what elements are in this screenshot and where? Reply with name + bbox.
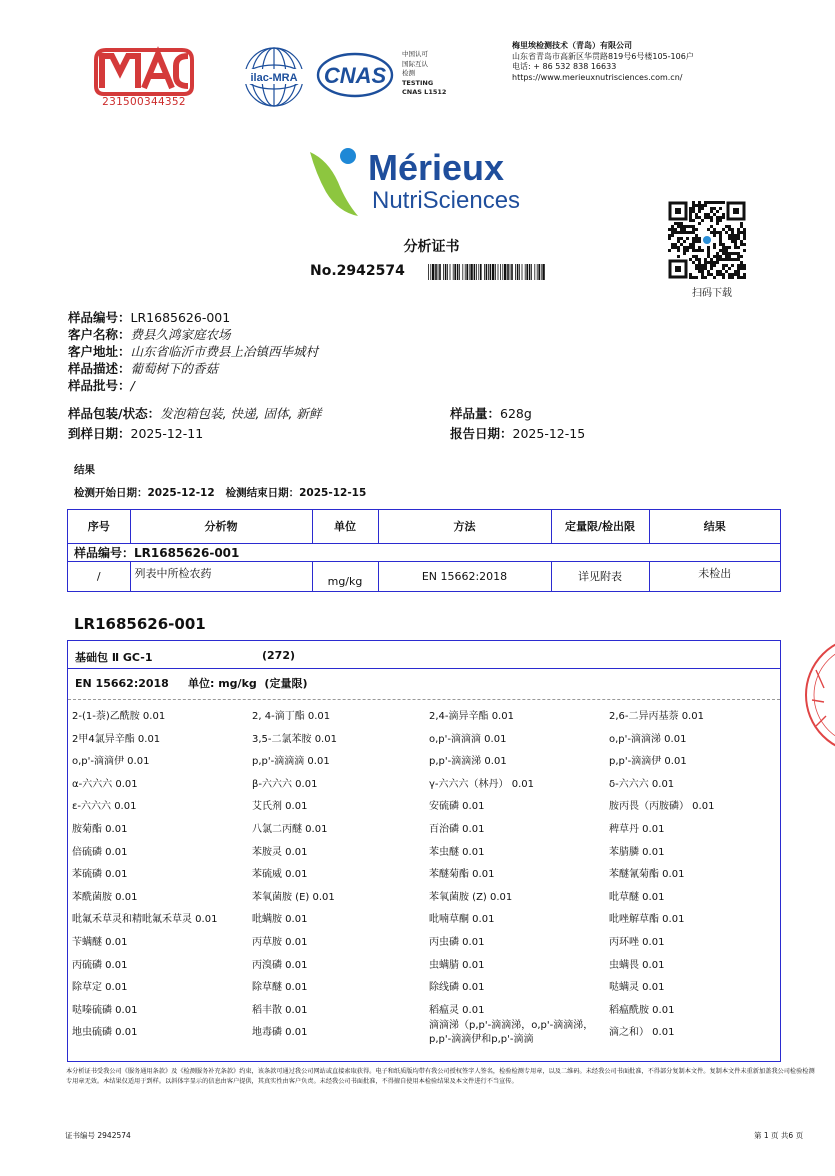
customer-name: 费县久鸿家庭农场 bbox=[130, 327, 231, 342]
compound-item: 苯虫醚 0.01 bbox=[429, 846, 485, 858]
sample-number-line bbox=[68, 309, 230, 326]
compound-item: 哒螨灵 0.01 bbox=[609, 982, 665, 994]
compound-item: 八氯二丙醚 0.01 bbox=[252, 824, 328, 835]
results-heading: 结果 bbox=[74, 464, 95, 476]
compound-item: 哒嗪硫磷 0.01 bbox=[72, 1004, 138, 1016]
package-sample-id: LR1685626-001 bbox=[74, 615, 206, 633]
compound-item: 稗草丹 0.01 bbox=[609, 824, 665, 835]
table-row bbox=[68, 561, 780, 591]
compound-item: 苯腈膦 0.01 bbox=[609, 846, 665, 858]
cnas-text-line: 中国认可 bbox=[402, 50, 428, 58]
compound-item: 滴之和） 0.01 bbox=[609, 1027, 675, 1039]
quantity-label: 样品量： bbox=[450, 406, 501, 421]
arrival-date: 2025-12-11 bbox=[130, 426, 204, 441]
cnas-accreditation-text bbox=[402, 50, 446, 98]
inspection-stamp bbox=[802, 630, 835, 760]
compound-item: 胺丙畏（丙胺磷） 0.01 bbox=[609, 801, 715, 813]
table-header-row bbox=[68, 510, 780, 543]
compound-item: 滴滴涕（p,p'-滴滴涕，o,p'-滴滴涕，p,p'-滴滴伊和p,p'-滴滴 bbox=[429, 1020, 594, 1046]
compound-item: 丙草胺 0.01 bbox=[252, 937, 308, 948]
brand-line1: Mérieux bbox=[368, 147, 505, 188]
company-address: 山东省青岛市高新区华贯路819号6号楼105-106户 bbox=[512, 51, 694, 61]
quantity-value: 628g bbox=[500, 406, 532, 421]
compound-item: 苯胺灵 0.01 bbox=[252, 846, 308, 858]
sample-desc-line bbox=[68, 360, 218, 377]
compound-item: 丙环唑 0.01 bbox=[609, 937, 665, 948]
compound-item: 地毒磷 0.01 bbox=[252, 1027, 308, 1039]
pesticide-package-box bbox=[67, 640, 781, 1062]
cma-number: 231500344352 bbox=[102, 96, 186, 108]
quantity-line bbox=[450, 405, 532, 422]
cell-limit: 详见附表 bbox=[551, 561, 649, 591]
compound-item: 2,6-二异丙基萘 0.01 bbox=[609, 711, 704, 722]
report-date-line bbox=[450, 425, 585, 442]
company-name: 梅里埃检测技术（青岛）有限公司 bbox=[512, 41, 632, 50]
cnas-text-line: 检测 bbox=[402, 69, 415, 78]
qr-code[interactable] bbox=[668, 201, 746, 279]
batch-label: 样品批号： bbox=[68, 378, 131, 393]
package-name-row bbox=[68, 641, 780, 669]
footer-page-number: 第 1 页 共6 页 bbox=[754, 1131, 804, 1140]
package-value: 发泡箱包装, 快递, 固体, 新鲜 bbox=[160, 406, 322, 421]
compound-item: 丙虫磷 0.01 bbox=[429, 937, 485, 948]
compound-item: 苯氧菌胺 (Z) 0.01 bbox=[429, 891, 513, 903]
compound-item: 吡螨胺 0.01 bbox=[252, 914, 308, 926]
arrival-date-line bbox=[68, 425, 203, 442]
compound-item: 2甲4氯异辛酯 0.01 bbox=[72, 733, 161, 745]
compound-item: 苯硫磷 0.01 bbox=[72, 869, 128, 881]
package-count: (272) bbox=[262, 649, 296, 662]
cell-analyte: 列表中所检农药 bbox=[130, 561, 312, 591]
cnas-text-line: 国际互认 bbox=[402, 59, 428, 68]
batch-value: / bbox=[130, 378, 135, 393]
disclaimer-text: 本分析证书受我公司《服务通用条款》及《检测服务补充条款》约束，该条款可通过我公司网站或直接索取获得。电子和纸质版均带有我公司授权签字人签名，检验检测专用章，以及二维码。未经我公司书面批准，不得部分复制本文件。复制本文件未重新加盖我公司检验检测专用章无效。本结果仅适用于到样。以斜体字显示的信息由客户提供，其真实性由客户负责。未经我公司书面批准，不得擅自使用本检验结果及本文件进行不当宣传。 bbox=[66, 1068, 815, 1085]
cell-method: EN 15662:2018 bbox=[378, 561, 551, 591]
compound-item: 虫螨腈 0.01 bbox=[429, 959, 485, 971]
report-date-label: 报告日期： bbox=[450, 426, 513, 441]
col-header: 分析物 bbox=[130, 510, 312, 543]
page-title: 分析证书 bbox=[403, 239, 460, 255]
package-method-line: EN 15662:2018 单位: mg/kg (定量限) bbox=[68, 670, 780, 700]
package-label: 样品包装/状态： bbox=[68, 406, 161, 421]
sample-number: LR1685626-001 bbox=[130, 310, 231, 325]
brand-line2: NutriSciences bbox=[372, 187, 521, 214]
sample-desc-label: 样品描述： bbox=[68, 361, 131, 376]
compound-item: 倍硫磷 0.01 bbox=[72, 846, 128, 858]
barcode bbox=[428, 264, 546, 280]
compound-item: 除草定 0.01 bbox=[72, 982, 128, 994]
company-info bbox=[512, 41, 694, 84]
compound-item: 艾氏剂 0.01 bbox=[252, 801, 308, 813]
company-phone: 电话: + 86 532 838 16633 bbox=[512, 62, 617, 72]
sample-number-label: 样品编号： bbox=[68, 310, 131, 325]
compound-item: o,p'-滴滴涕 0.01 bbox=[609, 733, 687, 745]
qr-caption: 扫码下载 bbox=[692, 288, 732, 299]
compound-item: 3,5-二氯苯胺 0.01 bbox=[252, 733, 337, 745]
col-header: 单位 bbox=[312, 510, 378, 543]
compound-item: 2,4-滴异辛酯 0.01 bbox=[429, 711, 514, 722]
cnas-text-line: CNAS L1512 bbox=[402, 88, 447, 97]
compound-item: δ-六六六 0.01 bbox=[609, 778, 675, 790]
col-header: 定量限/检出限 bbox=[551, 510, 649, 543]
sample-id-row bbox=[68, 543, 780, 561]
cell-index: / bbox=[68, 561, 130, 591]
compound-item: 安硫磷 0.01 bbox=[429, 801, 485, 813]
compound-item: 丙溴磷 0.01 bbox=[252, 959, 308, 971]
compound-item: 丙硫磷 0.01 bbox=[72, 959, 128, 971]
customer-address-line bbox=[68, 343, 318, 360]
certificate-number: No.2942574 bbox=[310, 263, 405, 279]
compound-item: 吡喃草酮 0.01 bbox=[429, 914, 495, 926]
cell-unit: mg/kg bbox=[312, 561, 378, 591]
compound-item: 苯氧菌胺 (E) 0.01 bbox=[252, 891, 335, 903]
compound-item: 2, 4-滴丁酯 0.01 bbox=[252, 711, 331, 722]
compound-item: 2-(1-萘)乙酰胺 0.01 bbox=[72, 711, 166, 722]
compound-item: β-六六六 0.01 bbox=[252, 778, 318, 790]
compound-item: 吡氟禾草灵和精吡氟禾草灵 0.01 bbox=[72, 914, 218, 926]
compound-item: 苄螨醚 0.01 bbox=[72, 937, 128, 948]
cnas-text-line: TESTING bbox=[402, 78, 434, 87]
report-date: 2025-12-15 bbox=[512, 426, 586, 441]
footer-cert-number: 证书编号 2942574 bbox=[65, 1131, 131, 1140]
cnas-logo-text: CNAS bbox=[323, 63, 387, 88]
compound-item: 胺菊酯 0.01 bbox=[72, 824, 128, 835]
compound-item: 百治磷 0.01 bbox=[429, 824, 485, 835]
compound-item: 除草醚 0.01 bbox=[252, 982, 308, 994]
ilac-mra-logo bbox=[238, 44, 310, 110]
compound-item: 稻瘟灵 0.01 bbox=[429, 1004, 485, 1016]
compound-item: 稻丰散 0.01 bbox=[252, 1004, 308, 1016]
compound-item: 除线磷 0.01 bbox=[429, 982, 485, 994]
cell-result: 未检出 bbox=[698, 566, 732, 580]
compound-item: p,p'-滴滴滴 0.01 bbox=[252, 756, 330, 768]
customer-name-label: 客户名称： bbox=[68, 327, 131, 342]
test-dates: 检测开始日期：2025-12-12 检测结束日期：2025-12-15 bbox=[74, 487, 367, 499]
col-header: 方法 bbox=[378, 510, 551, 543]
customer-name-line bbox=[68, 326, 231, 343]
compound-item: o,p'-滴滴滴 0.01 bbox=[429, 733, 507, 745]
cnas-logo bbox=[316, 50, 394, 100]
compound-item: γ-六六六（林丹） 0.01 bbox=[429, 778, 534, 790]
sample-desc: 葡萄树下的香菇 bbox=[130, 361, 219, 376]
results-table bbox=[67, 509, 781, 592]
merieux-nutrisciences-logo bbox=[308, 142, 528, 218]
compound-item: o,p'-滴滴伊 0.01 bbox=[72, 756, 150, 768]
compound-item: 吡唑解草酯 0.01 bbox=[609, 914, 685, 926]
compound-item: 稻瘟酰胺 0.01 bbox=[609, 1004, 675, 1016]
compound-item: 苯醚氰菊酯 0.01 bbox=[609, 869, 685, 881]
arrival-date-label: 到样日期： bbox=[68, 426, 131, 441]
package-name: 基础包 Ⅱ GC-1 bbox=[75, 651, 153, 664]
ilac-label: ilac-MRA bbox=[250, 72, 298, 84]
package-line bbox=[68, 405, 321, 422]
col-header: 序号 bbox=[68, 510, 130, 543]
customer-address: 山东省临沂市费县上冶镇西毕城村 bbox=[130, 344, 319, 359]
compound-item: α-六六六 0.01 bbox=[72, 778, 138, 790]
col-header: 结果 bbox=[649, 510, 780, 543]
compound-item: 苯硫威 0.01 bbox=[252, 869, 308, 881]
compound-item: p,p'-滴滴伊 0.01 bbox=[609, 756, 687, 768]
company-website: https://www.merieuxnutrisciences.com.cn/ bbox=[512, 73, 683, 83]
compound-item: ε-六六六 0.01 bbox=[72, 801, 137, 813]
compound-item: 地虫硫磷 0.01 bbox=[72, 1027, 138, 1039]
compound-item: 吡草醚 0.01 bbox=[609, 891, 665, 903]
compound-item: 苯醚菊酯 0.01 bbox=[429, 869, 495, 881]
batch-line bbox=[68, 377, 135, 394]
customer-address-label: 客户地址： bbox=[68, 344, 131, 359]
compound-item: 虫螨畏 0.01 bbox=[609, 959, 665, 971]
sample-id-cell: 样品编号：LR1685626-001 bbox=[68, 543, 780, 561]
compound-item: 苯酰菌胺 0.01 bbox=[72, 891, 138, 903]
compound-item: p,p'-滴滴涕 0.01 bbox=[429, 756, 507, 768]
